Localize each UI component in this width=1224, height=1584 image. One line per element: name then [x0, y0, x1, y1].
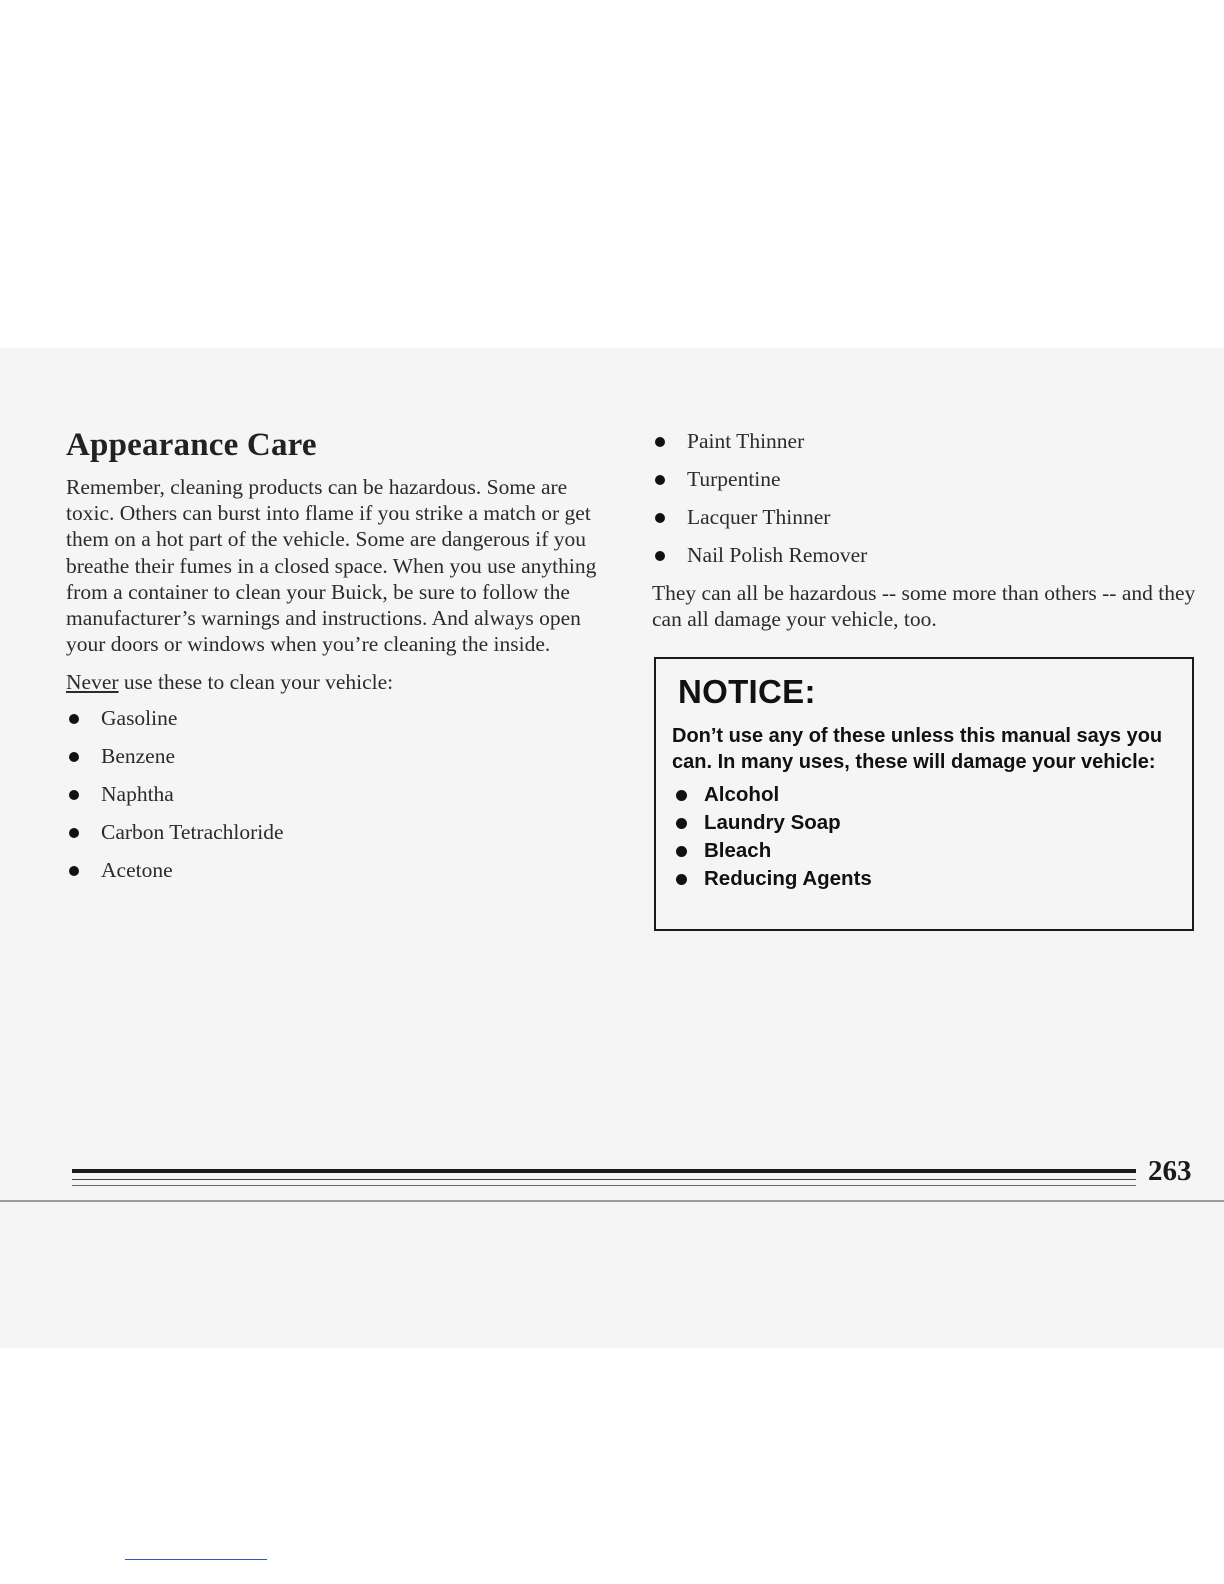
list-item: Benzene	[66, 743, 611, 769]
right-column	[652, 424, 1204, 632]
right-hazard-list	[652, 428, 1204, 568]
bullet-icon	[676, 846, 687, 857]
page-number: 263	[1148, 1155, 1192, 1187]
bullet-icon	[655, 437, 665, 447]
section-title: Appearance Care	[66, 427, 317, 463]
list-item: Gasoline	[66, 705, 611, 731]
bullet-icon	[69, 752, 79, 762]
bullet-icon	[69, 866, 79, 876]
list-item: Naphtha	[66, 781, 611, 807]
list-item: Nail Polish Remover	[652, 542, 1204, 568]
hazard-note: They can all be hazardous -- some more than others -- and they can all damage your vehicle, too.	[652, 581, 1196, 632]
footer-rule	[72, 1169, 1136, 1173]
bullet-icon	[676, 818, 687, 829]
footer-rule-thin	[72, 1185, 1136, 1186]
bullet-icon	[69, 828, 79, 838]
list-item: Carbon Tetrachloride	[66, 819, 611, 845]
notice-list	[672, 781, 1192, 893]
footer-rule-thin	[72, 1179, 1136, 1180]
bullet-icon	[655, 513, 665, 523]
notice-text: Don’t use any of these unless this manual says you can. In many uses, these will damage your vehicle:	[672, 725, 1163, 773]
notice-box	[654, 657, 1194, 931]
list-item: Turpentine	[652, 466, 1204, 492]
list-item: Reducing Agents	[672, 865, 1192, 893]
notice-heading: NOTICE:	[678, 673, 816, 710]
never-word: Never	[66, 670, 119, 695]
intro-paragraph: Remember, cleaning products can be hazardous. Some are toxic. Others can burst into flame if you strike a match or get them on a hot part of the vehicle. Some are dangerous if you breathe their fumes in a closed space. When you use anything from a container to clean your Buick, be sure to follow the manufacturer’s warnings and instructions. And always open your doors or windows when you’re cleaning the inside.	[66, 475, 597, 657]
list-item: Alcohol	[672, 781, 1192, 809]
bullet-icon	[655, 475, 665, 485]
link-underline	[125, 1559, 267, 1560]
bullet-icon	[676, 874, 687, 885]
left-column	[66, 424, 611, 895]
list-item: Lacquer Thinner	[652, 504, 1204, 530]
never-use-line	[66, 669, 611, 695]
never-rest: use these to clean your vehicle:	[118, 670, 394, 695]
bullet-icon	[676, 790, 687, 801]
bullet-icon	[655, 551, 665, 561]
bullet-icon	[69, 790, 79, 800]
left-hazard-list	[66, 705, 611, 883]
list-item: Paint Thinner	[652, 428, 1204, 454]
bullet-icon	[69, 714, 79, 724]
list-item: Laundry Soap	[672, 809, 1192, 837]
page-edge-divider	[0, 1200, 1224, 1202]
list-item: Acetone	[66, 857, 611, 883]
list-item: Bleach	[672, 837, 1192, 865]
